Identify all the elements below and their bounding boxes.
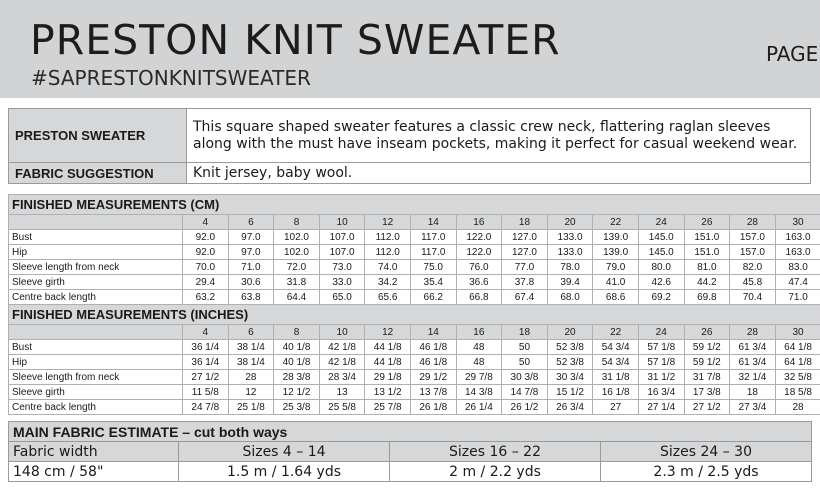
table-cell: 50 — [502, 355, 548, 370]
size-group-header: Sizes 4 – 14 — [179, 442, 390, 462]
table-cell: 42 1/8 — [319, 355, 365, 370]
size-header: 18 — [502, 215, 548, 230]
table-cell: 13 7/8 — [410, 385, 456, 400]
hashtag: #SAPRESTONKNITSWEATER — [31, 66, 311, 90]
table-cell: 16 1/8 — [593, 385, 639, 400]
size-header: 20 — [547, 215, 593, 230]
table-cell: 28 3/4 — [319, 370, 365, 385]
table-cell: 77.0 — [502, 260, 548, 275]
table-cell: 26 3/4 — [547, 400, 593, 415]
table-cell: 31 1/8 — [593, 370, 639, 385]
fabric-estimate-title-row — [9, 422, 812, 442]
table-row — [9, 290, 820, 305]
table-cell: 29.4 — [183, 275, 229, 290]
size-header-row — [9, 215, 820, 230]
table-cell: 80.0 — [638, 260, 684, 275]
size-header: 16 — [456, 215, 502, 230]
table-cell: 28 3/8 — [274, 370, 320, 385]
table-cell: 44.2 — [684, 275, 730, 290]
table-cell: 29 1/8 — [365, 370, 411, 385]
section-title-row — [9, 195, 820, 215]
measurements-table — [8, 194, 820, 415]
table-cell: 18 5/8 — [775, 385, 820, 400]
table-cell: 71.0 — [775, 290, 820, 305]
size-header: 8 — [274, 325, 320, 340]
table-cell: 82.0 — [730, 260, 776, 275]
table-cell: 38 1/4 — [228, 340, 274, 355]
size-header: 28 — [730, 325, 776, 340]
section-title-row — [9, 305, 820, 325]
row-label: Centre back length — [9, 400, 183, 415]
fabric-estimate-header-row — [9, 442, 812, 462]
table-cell: 38 1/4 — [228, 355, 274, 370]
size-header: 18 — [502, 325, 548, 340]
table-cell: 12 1/2 — [274, 385, 320, 400]
table-cell: 40 1/8 — [274, 340, 320, 355]
table-cell: 139.0 — [593, 245, 639, 260]
table-row — [9, 230, 820, 245]
page-header — [0, 0, 820, 96]
table-cell: 117.0 — [410, 245, 456, 260]
size-header: 20 — [547, 325, 593, 340]
table-cell: 73.0 — [319, 260, 365, 275]
size-header: 4 — [183, 325, 229, 340]
table-cell: 36 1/4 — [183, 340, 229, 355]
table-cell: 64.4 — [274, 290, 320, 305]
size-header: 30 — [775, 215, 820, 230]
table-cell: 26 1/4 — [456, 400, 502, 415]
table-cell: 139.0 — [593, 230, 639, 245]
table-cell: 13 1/2 — [365, 385, 411, 400]
table-cell: 27 — [593, 400, 639, 415]
table-cell: 47.4 — [775, 275, 820, 290]
table-cell: 44 1/8 — [365, 340, 411, 355]
page-title: PRESTON KNIT SWEATER — [30, 16, 561, 64]
table-cell: 66.8 — [456, 290, 502, 305]
table-cell: 69.8 — [684, 290, 730, 305]
size-header: 26 — [684, 215, 730, 230]
table-cell: 26 1/2 — [502, 400, 548, 415]
table-cell: 157.0 — [730, 245, 776, 260]
fabric-suggestion-text: Knit jersey, baby wool. — [187, 163, 811, 184]
table-cell: 133.0 — [547, 230, 593, 245]
table-cell: 34.2 — [365, 275, 411, 290]
size-header: 26 — [684, 325, 730, 340]
table-cell: 42.6 — [638, 275, 684, 290]
table-cell: 24 7/8 — [183, 400, 229, 415]
table-cell: 33.0 — [319, 275, 365, 290]
table-cell: 48 — [456, 340, 502, 355]
row-label: Sleeve girth — [9, 275, 183, 290]
table-cell: 157.0 — [730, 230, 776, 245]
table-cell: 92.0 — [183, 230, 229, 245]
size-header: 22 — [593, 325, 639, 340]
size-header: 14 — [410, 325, 456, 340]
table-cell: 71.0 — [228, 260, 274, 275]
table-cell: 30.6 — [228, 275, 274, 290]
table-cell: 122.0 — [456, 230, 502, 245]
table-cell: 18 — [730, 385, 776, 400]
table-cell: 69.2 — [638, 290, 684, 305]
table-cell: 14 3/8 — [456, 385, 502, 400]
fabric-amount: 1.5 m / 1.64 yds — [179, 462, 390, 482]
table-cell: 52 3/8 — [547, 355, 593, 370]
section-title: FINISHED MEASUREMENTS (INCHES) — [9, 305, 820, 325]
row-label: Sleeve length from neck — [9, 370, 183, 385]
table-cell: 92.0 — [183, 245, 229, 260]
row-label: Bust — [9, 230, 183, 245]
size-header-blank — [9, 215, 183, 230]
size-group-header: Sizes 24 – 30 — [601, 442, 812, 462]
table-cell: 68.0 — [547, 290, 593, 305]
table-cell: 151.0 — [684, 230, 730, 245]
fabric-estimate-table — [8, 421, 812, 482]
table-cell: 42 1/8 — [319, 340, 365, 355]
table-cell: 28 — [228, 370, 274, 385]
row-label: Hip — [9, 355, 183, 370]
table-cell: 70.0 — [183, 260, 229, 275]
size-header: 24 — [638, 215, 684, 230]
size-header: 4 — [183, 215, 229, 230]
table-cell: 31.8 — [274, 275, 320, 290]
table-cell: 122.0 — [456, 245, 502, 260]
table-cell: 65.6 — [365, 290, 411, 305]
description-label: PRESTON SWEATER — [9, 109, 187, 163]
table-cell: 46 1/8 — [410, 340, 456, 355]
size-header: 12 — [365, 325, 411, 340]
table-cell: 63.2 — [183, 290, 229, 305]
size-header: 8 — [274, 215, 320, 230]
table-cell: 74.0 — [365, 260, 411, 275]
table-cell: 70.4 — [730, 290, 776, 305]
table-cell: 12 — [228, 385, 274, 400]
table-cell: 39.4 — [547, 275, 593, 290]
row-label: Bust — [9, 340, 183, 355]
table-row — [9, 370, 820, 385]
row-label: Hip — [9, 245, 183, 260]
table-cell: 163.0 — [775, 245, 820, 260]
table-cell: 76.0 — [456, 260, 502, 275]
table-cell: 11 5/8 — [183, 385, 229, 400]
table-cell: 27 3/4 — [730, 400, 776, 415]
fabric-amount: 2.3 m / 2.5 yds — [601, 462, 812, 482]
table-cell: 35.4 — [410, 275, 456, 290]
page-label: PAGE — [766, 42, 819, 66]
description-row — [9, 109, 811, 163]
table-cell: 61 3/4 — [730, 340, 776, 355]
table-cell: 97.0 — [228, 230, 274, 245]
table-cell: 102.0 — [274, 230, 320, 245]
table-cell: 83.0 — [775, 260, 820, 275]
table-cell: 31 7/8 — [684, 370, 730, 385]
fabric-amount: 2 m / 2.2 yds — [390, 462, 601, 482]
size-header: 6 — [228, 325, 274, 340]
size-header: 14 — [410, 215, 456, 230]
table-cell: 45.8 — [730, 275, 776, 290]
table-cell: 36 1/4 — [183, 355, 229, 370]
table-cell: 65.0 — [319, 290, 365, 305]
table-cell: 29 7/8 — [456, 370, 502, 385]
size-group-header: Sizes 16 – 22 — [390, 442, 601, 462]
table-cell: 107.0 — [319, 230, 365, 245]
table-row — [9, 385, 820, 400]
table-cell: 46 1/8 — [410, 355, 456, 370]
table-cell: 67.4 — [502, 290, 548, 305]
table-cell: 54 3/4 — [593, 355, 639, 370]
fabric-estimate-row — [9, 462, 812, 482]
table-cell: 52 3/8 — [547, 340, 593, 355]
table-cell: 32 5/8 — [775, 370, 820, 385]
table-cell: 25 5/8 — [319, 400, 365, 415]
table-cell: 75.0 — [410, 260, 456, 275]
table-cell: 78.0 — [547, 260, 593, 275]
table-row — [9, 260, 820, 275]
row-label: Centre back length — [9, 290, 183, 305]
table-row — [9, 340, 820, 355]
size-header-row — [9, 325, 820, 340]
size-header: 30 — [775, 325, 820, 340]
size-header: 22 — [593, 215, 639, 230]
size-header: 28 — [730, 215, 776, 230]
table-cell: 59 1/2 — [684, 355, 730, 370]
table-cell: 27 1/2 — [684, 400, 730, 415]
table-cell: 48 — [456, 355, 502, 370]
table-cell: 64 1/8 — [775, 355, 820, 370]
table-row — [9, 355, 820, 370]
table-cell: 59 1/2 — [684, 340, 730, 355]
table-cell: 30 3/4 — [547, 370, 593, 385]
table-cell: 81.0 — [684, 260, 730, 275]
table-cell: 112.0 — [365, 230, 411, 245]
table-cell: 25 7/8 — [365, 400, 411, 415]
table-cell: 41.0 — [593, 275, 639, 290]
section-title: FINISHED MEASUREMENTS (CM) — [9, 195, 820, 215]
row-label: Sleeve length from neck — [9, 260, 183, 275]
table-row — [9, 245, 820, 260]
table-row — [9, 400, 820, 415]
table-cell: 57 1/8 — [638, 340, 684, 355]
table-cell: 25 3/8 — [274, 400, 320, 415]
table-cell: 29 1/2 — [410, 370, 456, 385]
table-cell: 57 1/8 — [638, 355, 684, 370]
table-cell: 66.2 — [410, 290, 456, 305]
table-cell: 117.0 — [410, 230, 456, 245]
table-cell: 30 3/8 — [502, 370, 548, 385]
description-text: This square shaped sweater features a classic crew neck, flattering raglan sleeves along with the must have inseam pockets, making it perfect for casual weekend wear. — [187, 109, 811, 163]
table-cell: 102.0 — [274, 245, 320, 260]
table-cell: 145.0 — [638, 245, 684, 260]
table-cell: 31 1/2 — [638, 370, 684, 385]
table-cell: 97.0 — [228, 245, 274, 260]
table-cell: 127.0 — [502, 245, 548, 260]
table-cell: 54 3/4 — [593, 340, 639, 355]
fabric-width-label: Fabric width — [9, 442, 179, 462]
table-cell: 133.0 — [547, 245, 593, 260]
table-cell: 27 1/4 — [638, 400, 684, 415]
table-cell: 14 7/8 — [502, 385, 548, 400]
size-header-blank — [9, 325, 183, 340]
size-header: 10 — [319, 215, 365, 230]
table-cell: 107.0 — [319, 245, 365, 260]
table-cell: 68.6 — [593, 290, 639, 305]
table-cell: 15 1/2 — [547, 385, 593, 400]
table-cell: 37.8 — [502, 275, 548, 290]
fabric-suggestion-row — [9, 163, 811, 184]
table-cell: 16 3/4 — [638, 385, 684, 400]
size-header: 16 — [456, 325, 502, 340]
table-cell: 32 1/4 — [730, 370, 776, 385]
fabric-suggestion-label: FABRIC SUGGESTION — [9, 163, 187, 184]
table-cell: 79.0 — [593, 260, 639, 275]
size-header: 10 — [319, 325, 365, 340]
table-cell: 27 1/2 — [183, 370, 229, 385]
table-cell: 151.0 — [684, 245, 730, 260]
size-header: 12 — [365, 215, 411, 230]
description-table — [8, 108, 811, 184]
table-cell: 28 — [775, 400, 820, 415]
table-cell: 163.0 — [775, 230, 820, 245]
table-row — [9, 275, 820, 290]
fabric-estimate-title: MAIN FABRIC ESTIMATE – cut both ways — [9, 422, 812, 442]
table-cell: 13 — [319, 385, 365, 400]
table-cell: 64 1/8 — [775, 340, 820, 355]
table-cell: 17 3/8 — [684, 385, 730, 400]
table-cell: 127.0 — [502, 230, 548, 245]
size-header: 24 — [638, 325, 684, 340]
table-cell: 61 3/4 — [730, 355, 776, 370]
table-cell: 50 — [502, 340, 548, 355]
row-label: Sleeve girth — [9, 385, 183, 400]
table-cell: 63.8 — [228, 290, 274, 305]
table-cell: 72.0 — [274, 260, 320, 275]
table-cell: 40 1/8 — [274, 355, 320, 370]
table-cell: 25 1/8 — [228, 400, 274, 415]
table-cell: 26 1/8 — [410, 400, 456, 415]
table-cell: 44 1/8 — [365, 355, 411, 370]
table-cell: 145.0 — [638, 230, 684, 245]
size-header: 6 — [228, 215, 274, 230]
fabric-width-value: 148 cm / 58" — [9, 462, 179, 482]
table-cell: 112.0 — [365, 245, 411, 260]
table-cell: 36.6 — [456, 275, 502, 290]
